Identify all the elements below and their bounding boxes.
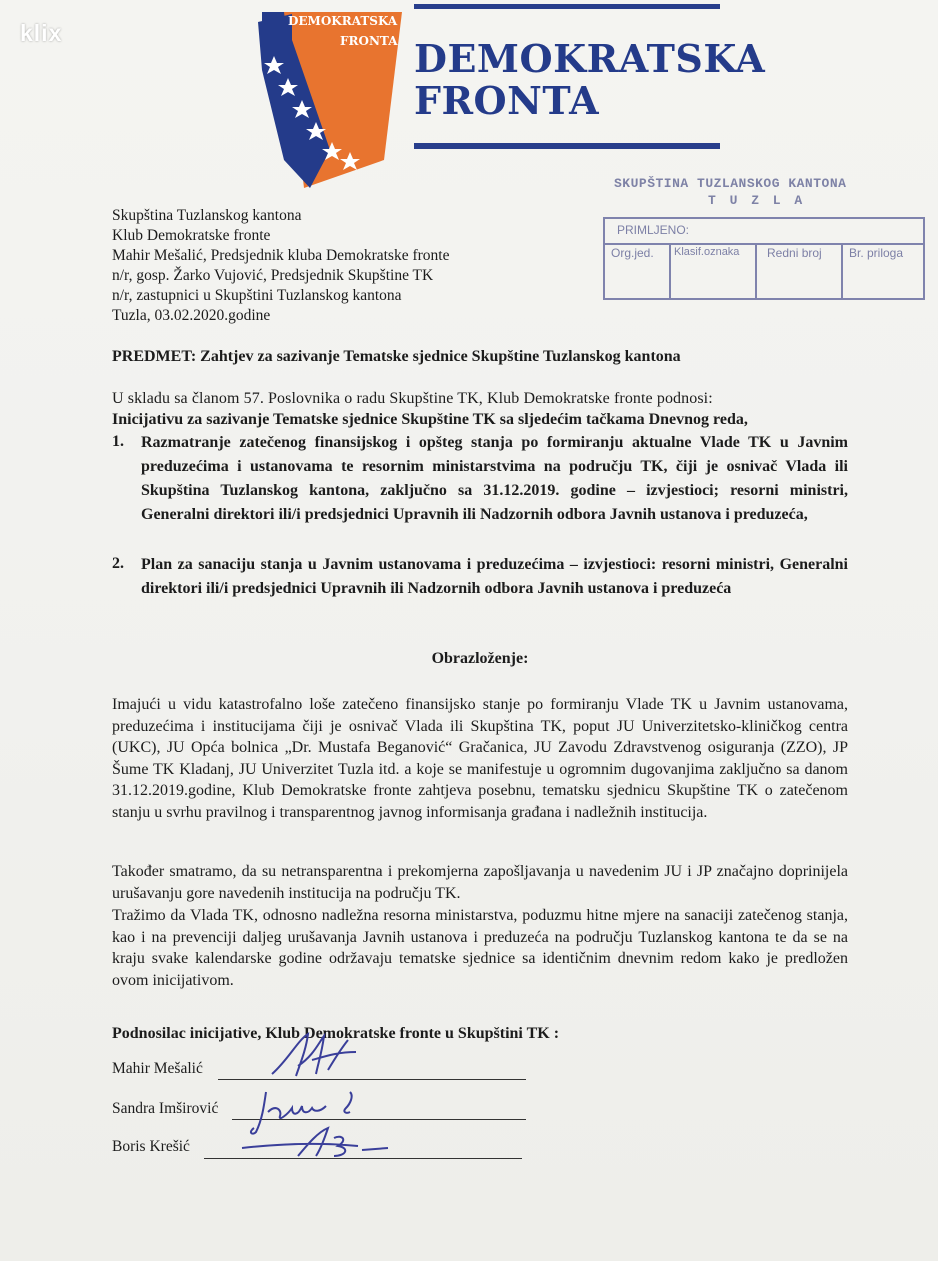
- address-line-3: Mahir Mešalić, Predsjednik kluba Demokratske fronte: [112, 247, 450, 264]
- stamp-city: T U Z L A: [708, 193, 806, 208]
- address-line-2: Klub Demokratske fronte: [112, 227, 271, 244]
- logo-rule-top: [414, 4, 720, 9]
- signatory-3-name: Boris Krešić: [112, 1138, 190, 1155]
- subject-line: PREDMET: Zahtjev za sazivanje Tematske sjednice Skupštine Tuzlanskog kantona: [112, 348, 681, 365]
- intro-text: U skladu sa članom 57. Poslovnika o radu Skupštine TK, Klub Demokratske fronte podnosi:: [112, 390, 713, 407]
- explanation-heading: Obrazloženje:: [431, 650, 529, 667]
- logo-shield-text-1: DEMOKRATSKA: [288, 14, 398, 28]
- explanation-paragraph-2: Također smatramo, da su netransparentna i prekomjerna zapošljavanja u navedenim JU i JP značajno doprinijela urušavanju gore navedenih institucija na području TK.: [112, 863, 848, 902]
- agenda-item-2-number: 2.: [112, 555, 124, 572]
- handwritten-signature-3: [238, 1124, 398, 1164]
- explanation-paragraph-3: Tražimo da Vlada TK, odnosno nadležna resorna ministarstva, poduzmu hitne mjere na sanaciji zatečenog stanja, kao i na prevenciji daljeg urušavanja Javnih ustanova i preduzeća na području Tuzlanskog kantona te da se na kraju svake kalendarske godine održavaju tematske sjednice sa identičnim dnevnim redom kako je predložen ovom inicijativom.: [112, 907, 848, 989]
- intro-bold-text: Inicijativu za sazivanje Tematske sjednice Skupštine TK sa sljedećim tačkama Dnevnog reda,: [112, 411, 748, 428]
- stamp-col-org: Org.jed.: [611, 246, 654, 260]
- address-line-4: n/r, gosp. Žarko Vujović, Predsjednik Skupštine TK: [112, 267, 434, 284]
- agenda-item-1-number: 1.: [112, 433, 124, 450]
- logo-name-line2: FRONTA: [414, 78, 600, 123]
- address-line-5: n/r, zastupnici u Skupštini Tuzlanskog kantona: [112, 287, 402, 304]
- logo-rule-bottom: [414, 143, 720, 149]
- stamp-received-label: PRIMLJENO:: [617, 223, 690, 237]
- stamp-received-box: [603, 217, 925, 300]
- signature-line-1: [218, 1079, 526, 1080]
- stamp-institution: SKUPŠTINA TUZLANSKOG KANTONA: [614, 176, 847, 191]
- stamp-col-prilog: Br. priloga: [849, 246, 904, 260]
- signatures-heading: Podnosilac inicijative, Klub Demokratske fronte u Skupštini TK :: [112, 1025, 560, 1042]
- watermark: klix: [20, 20, 63, 46]
- stamp-col-klasif: Klasif.oznaka: [674, 246, 740, 258]
- signatory-2-name: Sandra Imširović: [112, 1100, 219, 1117]
- logo-name-line1: DEMOKRATSKA: [414, 36, 766, 81]
- stamp-col-redni: Redni broj: [767, 246, 822, 260]
- signatory-1-name: Mahir Mešalić: [112, 1060, 203, 1077]
- handwritten-signature-1: [268, 1030, 368, 1082]
- agenda-item-2-text: Plan za sanaciju stanja u Javnim ustanovama i preduzećima – izvjestioci: resorni ministri, Generalni direktori ili/i predsjednici Upravnih ili Nadzornih odbora Javnih ustanova i preduzeća: [141, 556, 848, 597]
- address-date: Tuzla, 03.02.2020.godine: [112, 307, 271, 324]
- logo-shield-text-2: FRONTA: [340, 34, 398, 48]
- explanation-paragraph-1: Imajući u vidu katastrofalno loše zatečeno finansijsko stanje po formiranju Vlade TK u Javnim ustanovama, preduzećima i institucijama čiji je osnivač Vlada ili Skupština TK, poput JU Univerzitetsko-kliničkog centra (UKC), JU Opća bolnica „Dr. Mustafa Beganović“ Gračanica, JU Zavodu Zdravstvenog osiguranja (ZZO), JP Šume TK Kladanj, JU Univerzitet Tuzla itd. a koje se manifestuje u ogromnim dugovanjima zaključno sa danom 31.12.2019.godine, Klub Demokratske fronte zahtjeva posebnu, tematsku sjednicu Skupštine TK o zatečenom stanju u svrhu pravilnog i transparentnog javnog informisanja građana i nadležnih institucija.: [112, 696, 848, 821]
- address-line-1: Skupština Tuzlanskog kantona: [112, 207, 302, 224]
- agenda-item-1-text: Razmatranje zatečenog finansijskog i opšteg stanja po formiranju aktualne Vlade TK u Javnim preduzećima i ustanovama te resornim ministarstvima na području TK, čiji je osnivač Vlada ili Skupština Tuzlanskog kantona, zaključno sa 31.12.2019. godine – izvjestioci; resorni ministri, Generalni direktori ili/i predsjednici Upravnih ili Nadzornih odbora Javnih ustanova i preduzeća,: [141, 434, 848, 523]
